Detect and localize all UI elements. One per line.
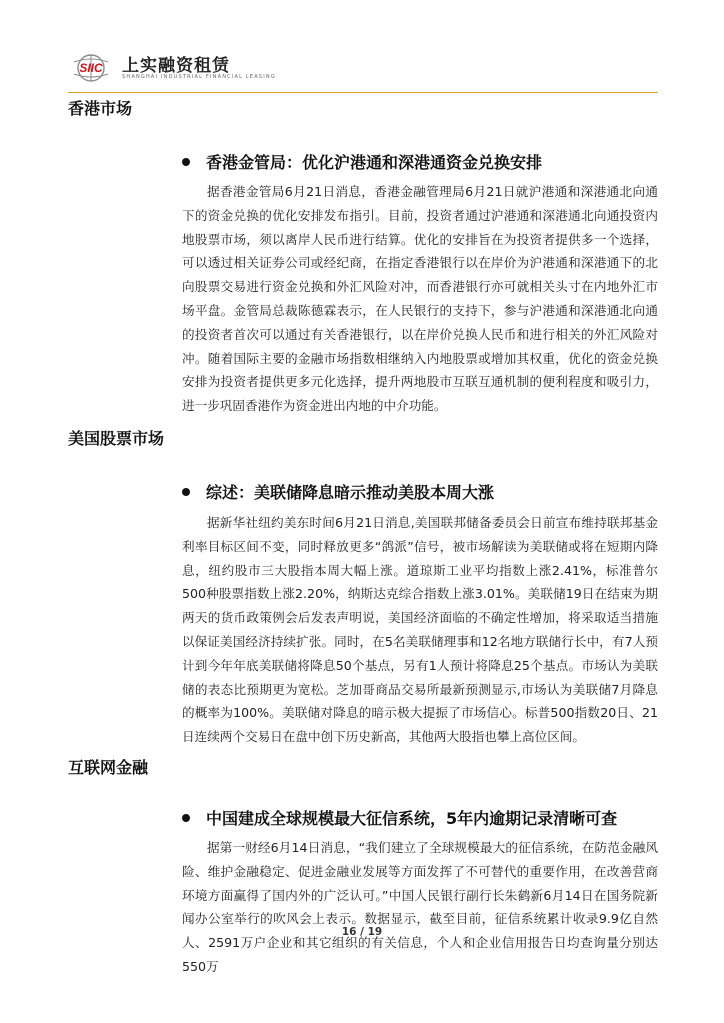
news-heading-text: 香港金管局：优化沪港通和深港通资金兑换安排 (206, 153, 543, 172)
section-title-hong-kong: 香港市场 (68, 99, 133, 118)
news-body-credit-system: 据第一财经6月14日消息，“我们建立了全球规模最大的征信系统，在防范金融风险、维护金融稳定、促进金融业发展等方面发挥了不可替代的重要作用，在改善营商环境方面赢得了国内外的广泛认可。”中国人民银行副行长朱鹤新6月14日在国务院新闻办公室举行的吹风会上表示。数据显示，截至目前，征信系统累计收录9.9亿自然人、2591万户企业和其它组织的有关信息，个人和企业信用报告日均查询量分别达550万 (182, 840, 658, 974)
section-title-internet-finance: 互联网金融 (68, 758, 149, 777)
siic-logo-icon (68, 52, 114, 84)
bullet-icon (182, 158, 190, 166)
news-heading-fed (182, 480, 494, 503)
section-title-us-stocks: 美国股票市场 (68, 429, 165, 448)
news-body-fed: 据新华社纽约美东时间6月21日消息,美国联邦储备委员会日前宣布维持联邦基金利率目标区间不变，同时释放更多“鸽派”信号，被市场解读为美联储或将在短期内降息，纽约股市三大股指本周大幅上涨。道琼斯工业平均指数上涨2.41%，标准普尔500种股票指数上涨2.20%，纳斯达克综合指数上涨3.01%。美联储19日在结束为期两天的货币政策例会后发表声明说，美国经济面临的不确定性增加，将采取适当措施以保证美国经济持续扩张。同时，在5名美联储理事和12名地方联储行长中，有7人预计到今年年底美联储将降息50个基点，另有1人预计将降息25个基点。市场认为美联储的表态比预期更为宽松。芝加哥商品交易所最新预测显示,市场认为美联储7月降息的概率为100%。美联储对降息的暗示极大提振了市场信心。标普500指数20日、21日连续两个交易日在盘中创下历史新高，其他两大股指也攀上高位区间。 (182, 515, 658, 745)
news-body-hkma: 据香港金管局6月21日消息，香港金融管理局6月21日就沪港通和深港通北向通下的资金兑换的优化安排发布指引。目前，投资者通过沪港通和深港通北向通投资内地股票市场，须以离岸人民币进行结算。优化的安排旨在为投资者提供多一个选择，可以透过相关证券公司或经纪商，在指定香港银行以在岸价为沪港通和深港通下的北向股票交易进行资金兑换和外汇风险对冲，而香港银行亦可就相关头寸在内地外汇市场平盘。金管局总裁陈德霖表示，在人民银行的支持下，参与沪港通和深港通北向通的投资者首次可以通过有关香港银行，以在岸价兑换人民币和进行相关的外汇风险对冲。随着国际主要的金融市场指数相继纳入内地股票或增加其权重，优化的资金兑换安排为投资者提供更多元化选择，提升两地股市互联互通机制的便利程度和吸引力，进一步巩固香港作为资金进出内地的中介功能。 (182, 184, 658, 414)
news-heading-hkma (182, 150, 542, 173)
document-header (68, 46, 658, 94)
bullet-icon (182, 814, 190, 822)
company-name-en: SHANGHAI INDUSTRIAL FINANCIAL LEASING (122, 74, 276, 80)
page-number: 16 / 19 (341, 926, 383, 938)
news-heading-text: 综述：美联储降息暗示推动美股本周大涨 (206, 483, 495, 502)
news-heading-credit-system (182, 806, 617, 829)
bullet-icon (182, 488, 190, 496)
logo-mark-text: SIIC (79, 61, 103, 75)
header-divider (68, 92, 658, 93)
company-name-cn: 上实融资租赁 (122, 56, 230, 76)
news-heading-text: 中国建成全球规模最大征信系统，5年内逾期记录清晰可查 (206, 809, 618, 828)
